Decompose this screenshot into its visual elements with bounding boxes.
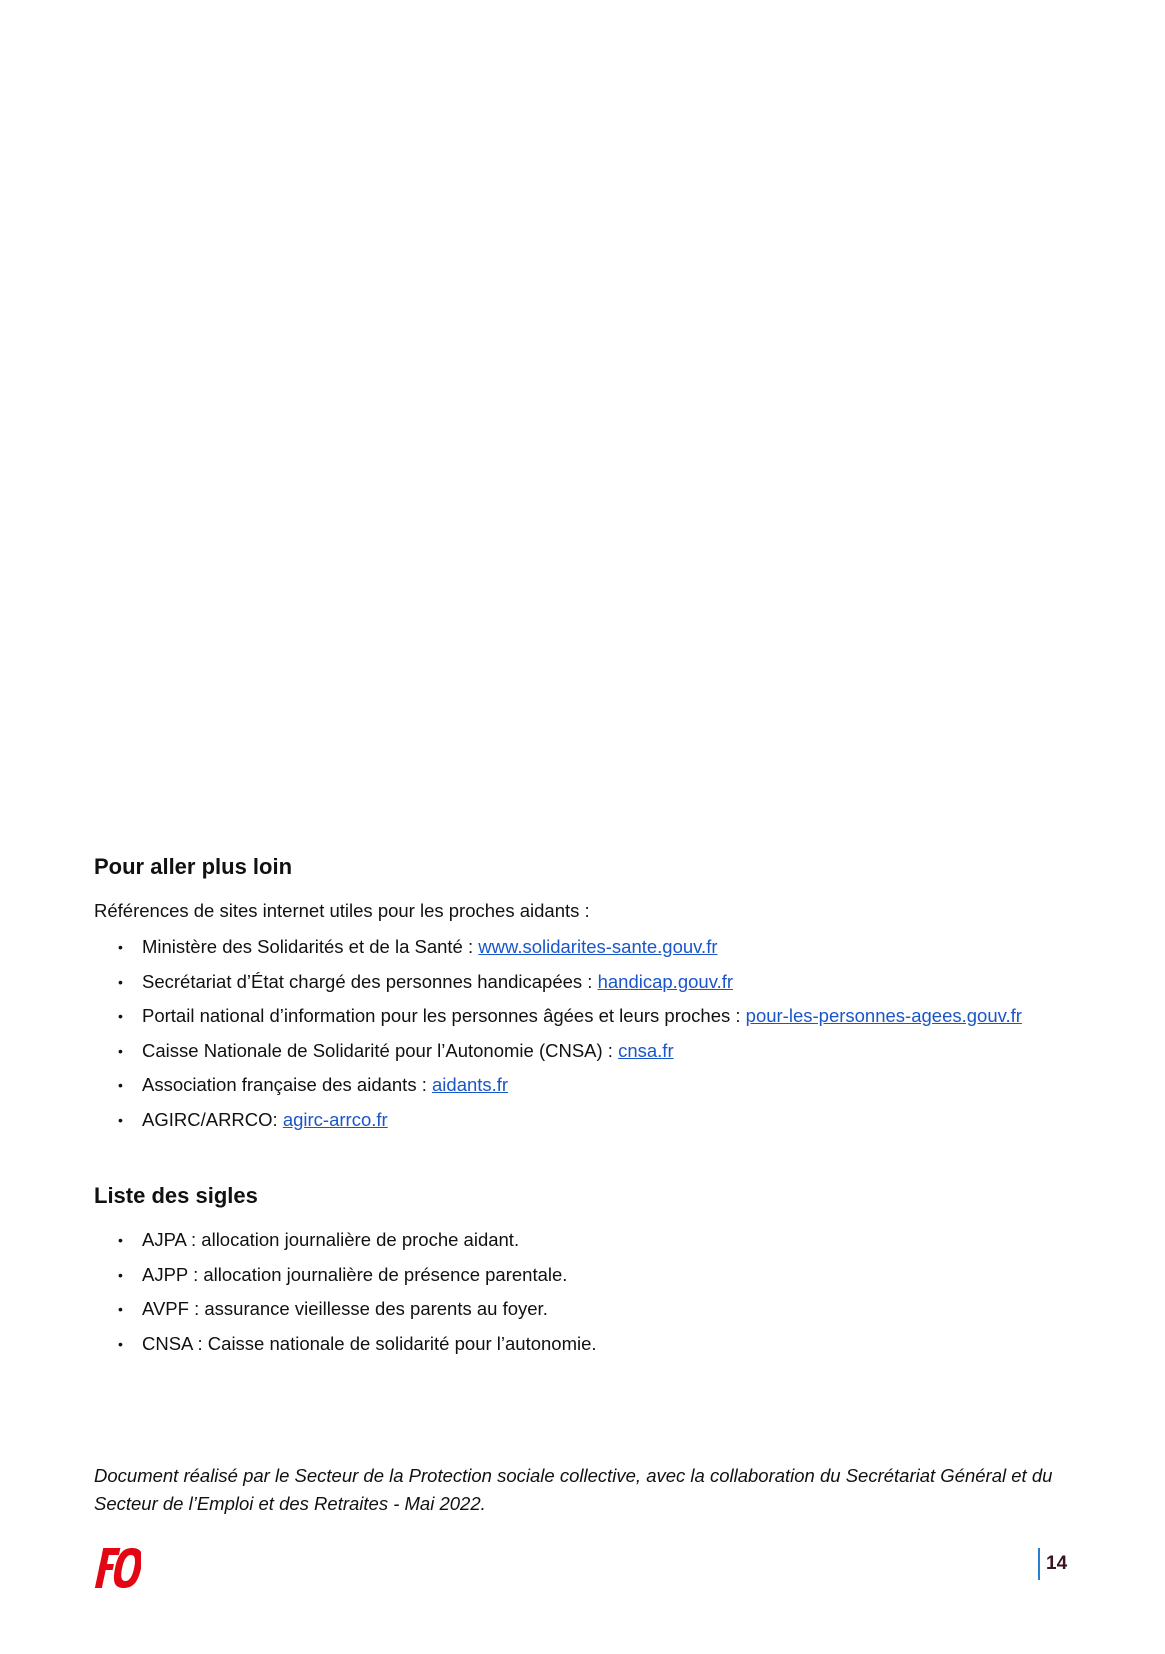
list-item: [118, 1223, 1094, 1258]
bullet-icon: •: [118, 973, 123, 990]
acronym-text: AJPA : allocation journalière de proche aidant.: [142, 1229, 520, 1250]
list-item-text: AGIRC/ARRCO:: [142, 1108, 283, 1130]
list-item-text: Secrétariat d’État chargé des personnes handicapées :: [142, 970, 598, 992]
list-item: [118, 930, 1094, 965]
list-item-text: Caisse Nationale de Solidarité pour l’Autonomie (CNSA) :: [142, 1039, 619, 1061]
link-handicap[interactable]: handicap.gouv.fr: [597, 970, 734, 992]
list-item: [118, 1292, 1094, 1327]
bullet-icon: •: [118, 1042, 123, 1059]
list-item-text: Association française des aidants :: [142, 1074, 432, 1095]
website-list: [94, 930, 1094, 1137]
bullet-icon: •: [118, 1008, 123, 1024]
acronyms-title: Liste des sigles: [94, 1183, 258, 1208]
further-reading-intro: Références de sites internet utiles pour les proches aidants :: [94, 900, 590, 921]
link-personnes-agees[interactable]: pour-les-personnes-agees.gouv.fr: [745, 1005, 1022, 1026]
main-content: [94, 852, 1094, 1361]
bullet-icon: •: [118, 939, 123, 955]
link-agirc-arrco[interactable]: agirc-arrco.fr: [282, 1108, 388, 1130]
bullet-icon: •: [118, 1111, 123, 1128]
bullet-icon: •: [118, 1301, 123, 1317]
document-credit-note: Document réalisé par le Secteur de la Protection sociale collective, avec la collaboration du Secrétariat Général et du Secteur de l’Emploi et des Retraites - Mai 2022.: [94, 1464, 1053, 1514]
link-solidarites-sante[interactable]: www.solidarites-sante.gouv.fr: [478, 936, 718, 957]
fo-logo: [93, 1545, 141, 1591]
acronym-text: AVPF : assurance vieillesse des parents au foyer.: [142, 1298, 548, 1319]
list-item: [118, 1103, 1094, 1138]
acronyms-section: [94, 1181, 1094, 1361]
bullet-icon: •: [118, 1266, 123, 1283]
list-item: [118, 1068, 1094, 1103]
link-aidants[interactable]: aidants.fr: [432, 1074, 509, 1095]
list-item: [118, 1327, 1094, 1362]
list-item: [118, 1258, 1094, 1293]
bullet-icon: •: [118, 1077, 123, 1093]
list-item-text: Ministère des Solidarités et de la Santé :: [142, 936, 479, 957]
list-item-text: Portail national d’information pour les personnes âgées et leurs proches :: [142, 1005, 746, 1026]
acronym-list: [94, 1223, 1094, 1361]
list-item: [118, 999, 1094, 1034]
bullet-icon: •: [118, 1335, 123, 1352]
list-item: [118, 1034, 1094, 1069]
bullet-icon: •: [118, 1232, 123, 1248]
further-reading-title: Pour aller plus loin: [94, 854, 293, 879]
acronym-text: AJPP : allocation journalière de présence parentale.: [142, 1263, 568, 1285]
list-item: [118, 965, 1094, 1000]
acronym-text: CNSA : Caisse nationale de solidarité pour l’autonomie.: [142, 1332, 597, 1354]
further-reading-section: [94, 852, 1094, 1137]
link-cnsa[interactable]: cnsa.fr: [618, 1039, 674, 1061]
page-number: 14: [1038, 1548, 1067, 1580]
